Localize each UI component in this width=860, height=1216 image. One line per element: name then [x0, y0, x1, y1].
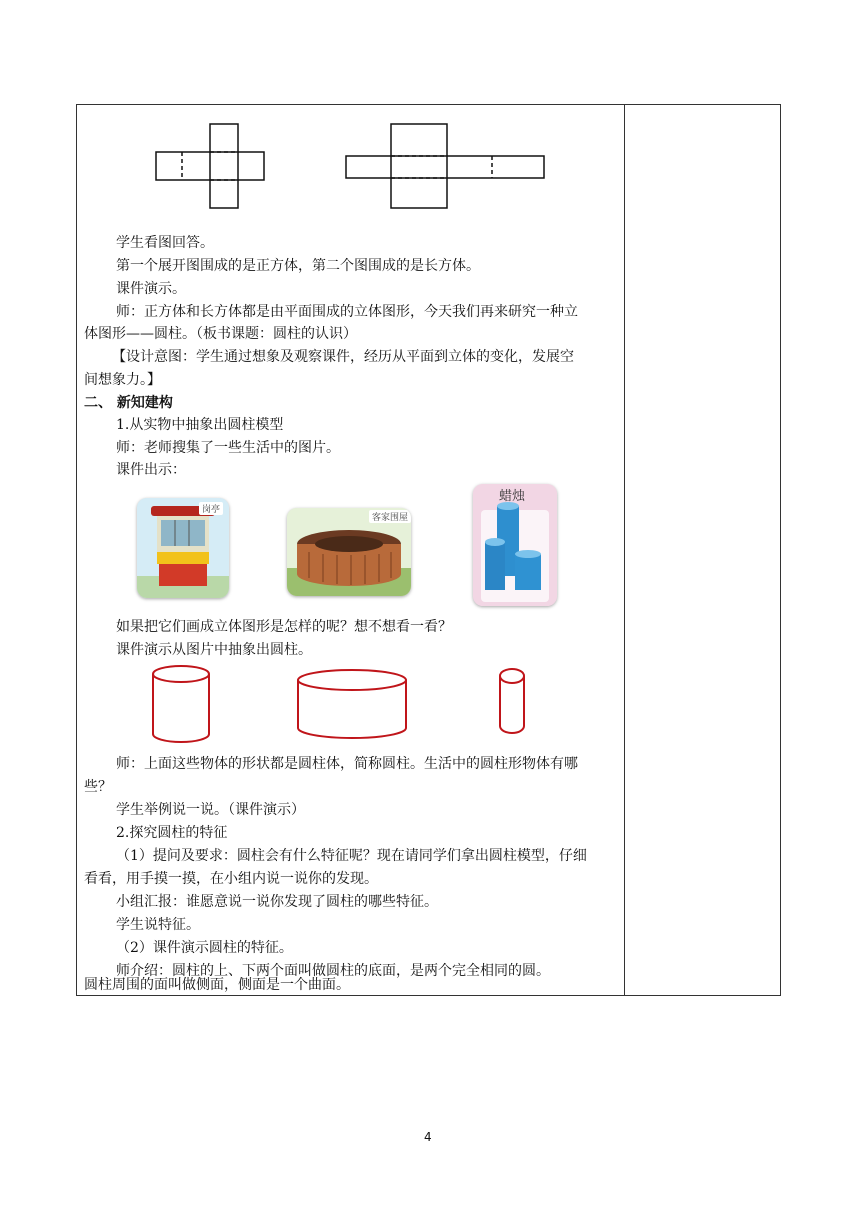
text-line: 师介绍：圆柱的上、下两个面叫做圆柱的底面，是两个完全相同的圆。: [116, 963, 550, 979]
candle-title: 蜡烛: [499, 489, 526, 504]
text-line: 第一个展开图围成的是正方体，第二个图围成的是长方体。: [116, 258, 480, 274]
text-line: 学生举例说一说。（课件演示）: [116, 802, 305, 818]
text-line: 课件出示：: [116, 462, 186, 478]
unfolded-nets-figure: [150, 118, 550, 214]
text-line: 体图形——圆柱。（板书课题：圆柱的认识）: [84, 326, 357, 342]
tulou-tag: 客家围屋: [369, 510, 411, 523]
text-line: 如果把它们画成立体图形是怎样的呢？想不想看一看？: [116, 619, 452, 635]
text-line: 师：上面这些物体的形状都是圆柱体，简称圆柱。生活中的圆柱形物体有哪: [116, 756, 578, 772]
text-line: 课件演示。: [116, 281, 186, 297]
cylinder-wide: [294, 668, 410, 742]
candle-photo: [473, 484, 557, 606]
text-line: 师：正方体和长方体都是由平面围成的立体图形，今天我们再来研究一种立: [116, 304, 578, 320]
cylinder-tall: [150, 664, 214, 746]
page-number: 4: [424, 1130, 432, 1144]
text-line: 师：老师搜集了一些生活中的图片。: [116, 440, 340, 456]
booth-tag: 岗亭: [199, 502, 223, 515]
text-line: 看看，用手摸一摸，在小组内说一说你的发现。: [84, 871, 378, 887]
subsection-heading: 2.探究圆柱的特征: [116, 825, 228, 841]
text-line: 小组汇报：谁愿意说一说你发现了圆柱的哪些特征。: [116, 894, 438, 910]
section-heading: 二、 新知建构: [84, 395, 173, 411]
text-line: 些？: [84, 779, 112, 795]
text-line: （1）提问及要求：圆柱会有什么特征呢？现在请同学们拿出圆柱模型，仔细: [116, 848, 587, 864]
column-divider: [624, 104, 625, 996]
text-line: （2）课件演示圆柱的特征。: [116, 940, 293, 956]
subsection-heading: 1.从实物中抽象出圆柱模型: [116, 417, 284, 433]
design-intent-cont: 间想象力。】: [84, 372, 161, 388]
tulou-photo: [287, 508, 411, 596]
cuboid-net: [346, 124, 544, 208]
text-line: 学生看图回答。: [116, 235, 214, 251]
cylinder-thin: [497, 666, 527, 736]
design-intent: 【设计意图：学生通过想象及观察课件，经历从平面到立体的变化，发展空: [112, 349, 574, 365]
text-line: 圆柱周围的面叫做侧面，侧面是一个曲面。: [84, 977, 350, 993]
booth-photo: [137, 498, 229, 598]
text-line: 学生说特征。: [116, 917, 200, 933]
text-line: 课件演示从图片中抽象出圆柱。: [116, 642, 312, 658]
cube-net: [156, 124, 264, 208]
